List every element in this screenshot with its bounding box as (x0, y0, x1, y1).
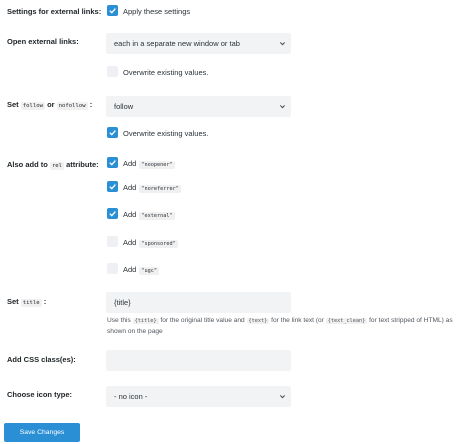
rel-noreferrer-label: Add "noreferrer" (123, 183, 179, 192)
chevron-down-icon (279, 103, 286, 110)
rel-noreferrer-checkbox[interactable] (107, 181, 118, 192)
follow-label: Set follow or nofollow : (7, 100, 93, 109)
overwrite-follow-label: Overwrite existing values. (123, 129, 209, 138)
title-code: title (22, 300, 40, 306)
apply-settings-label: Apply these settings (123, 7, 191, 16)
nofollow-code: nofollow (58, 103, 86, 109)
rel-sponsored-checkbox[interactable] (107, 236, 118, 247)
title-help-text: Use this {title} for the original title value and {text} for the link text (or {text_clean} for text stripped of HTML) as shown on the page (107, 317, 453, 335)
follow-value: follow (114, 102, 134, 111)
checkmark-icon (108, 209, 117, 218)
open-external-value: each in a separate new window or tab (114, 39, 240, 48)
title-label: Set title : (7, 297, 47, 306)
rel-external-checkbox[interactable] (107, 208, 118, 219)
settings-external-label: Settings for external links: (7, 7, 102, 16)
open-external-select[interactable] (106, 33, 291, 54)
overwrite-open-label: Overwrite existing values. (123, 68, 209, 77)
save-changes-button[interactable]: Save Changes (4, 423, 80, 442)
rel-ugc-checkbox[interactable] (107, 263, 118, 274)
follow-code: follow (22, 103, 43, 109)
title-input[interactable] (106, 292, 291, 313)
checkmark-icon (108, 158, 117, 167)
checkmark-icon (108, 128, 117, 137)
icon-type-label: Choose icon type: (7, 390, 73, 399)
checkmark-icon (108, 6, 117, 15)
icon-type-value: - no icon - (114, 392, 148, 401)
checkmark-icon (108, 182, 117, 191)
follow-select[interactable] (106, 96, 291, 117)
overwrite-open-checkbox[interactable] (107, 66, 118, 77)
chevron-down-icon (279, 393, 286, 400)
rel-sponsored-label: Add "sponsored" (123, 238, 176, 247)
apply-settings-checkbox[interactable] (107, 5, 118, 16)
rel-ugc-label: Add "ugc" (123, 265, 157, 274)
rel-noopener-checkbox[interactable] (107, 157, 118, 168)
rel-code: rel (51, 163, 63, 169)
css-class-input[interactable] (106, 350, 291, 371)
icon-type-select[interactable] (106, 386, 291, 407)
rel-external-label: Add "external" (123, 210, 173, 219)
rel-noopener-label: Add "noopener" (123, 159, 173, 168)
overwrite-follow-checkbox[interactable] (107, 127, 118, 138)
open-external-label: Open external links: (7, 37, 79, 46)
chevron-down-icon (279, 40, 286, 47)
title-input-value: {title} (114, 298, 131, 307)
rel-label: Also add to rel attribute: (7, 160, 99, 169)
css-class-label: Add CSS class(es): (7, 355, 76, 364)
